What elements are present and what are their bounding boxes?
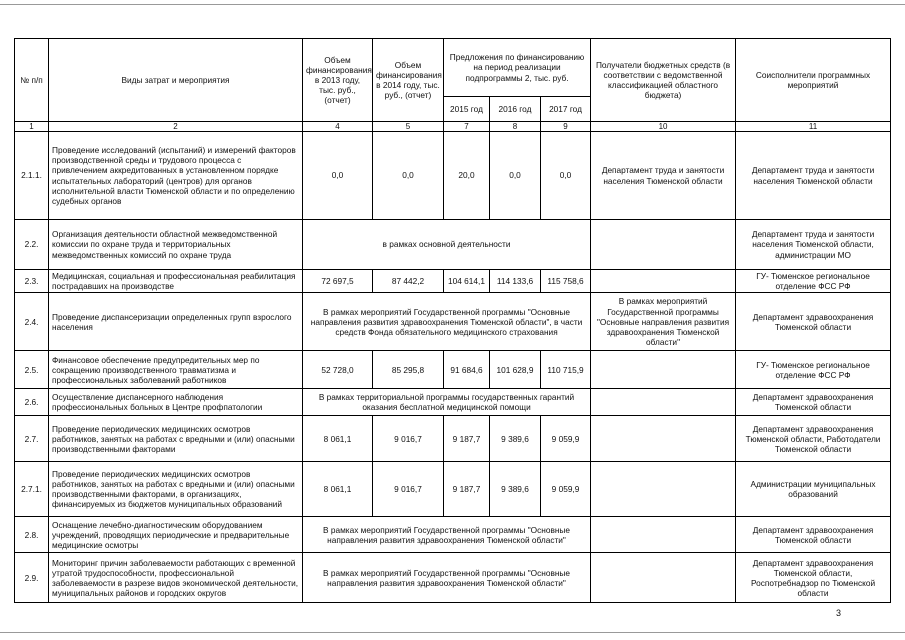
- header-proposals: Предложения по финансированию на период реализации подпрограммы 2, тыс. руб.: [444, 39, 591, 97]
- header-recipients: Получатели бюджетных средств (в соответствии с ведомственной классификацией областного бюджета): [591, 39, 736, 122]
- row-activity-name: Проведение диспансеризации определенных групп взрослого населения: [49, 293, 303, 351]
- table-row: [15, 132, 891, 220]
- table-row: [15, 462, 891, 517]
- row-recipient: [591, 270, 736, 293]
- row-coexecutor: ГУ- Тюменское региональное отделение ФСС РФ: [736, 351, 891, 389]
- row-value-2017: 0,0: [541, 132, 591, 220]
- col-number: 8: [490, 122, 541, 132]
- row-coexecutor: Администрации муниципальных образований: [736, 462, 891, 517]
- row-recipient: В рамках мероприятий Государственной программы "Основные направления развития здравоохранения Тюменской области": [591, 293, 736, 351]
- table-row: [15, 293, 891, 351]
- col-number: 2: [49, 122, 303, 132]
- table-row: [15, 553, 891, 603]
- header-vol2014: Объем финансирования в 2014 году, тыс. руб., (отчет): [373, 39, 444, 122]
- row-number: 2.3.: [15, 270, 49, 293]
- row-value-2015: 9 187,7: [444, 416, 490, 462]
- row-number: 2.7.1.: [15, 462, 49, 517]
- row-value-2016: 9 389,6: [490, 462, 541, 517]
- row-recipient: [591, 416, 736, 462]
- row-activity-name: Оснащение лечебно-диагностическим оборудованием учреждений, проводящих периодические и предварительные медицинские осмотры: [49, 517, 303, 553]
- row-value-2013: 0,0: [303, 132, 373, 220]
- page-number: 3: [836, 608, 842, 618]
- row-activity-name: Осуществление диспансерного наблюдения профессиональных больных в Центре профпатологии: [49, 389, 303, 416]
- row-value-2013: 52 728,0: [303, 351, 373, 389]
- row-value-2014: 9 016,7: [373, 462, 444, 517]
- row-number: 2.7.: [15, 416, 49, 462]
- financing-table: [14, 38, 891, 603]
- row-recipient: [591, 462, 736, 517]
- row-recipient: [591, 553, 736, 603]
- col-number: 11: [736, 122, 891, 132]
- row-number: 2.6.: [15, 389, 49, 416]
- row-financing-note: В рамках территориальной программы государственных гарантий оказания бесплатной медицинской помощи: [303, 389, 591, 416]
- row-activity-name: Проведение периодических медицинских осмотров работников, занятых на работах с вредными и (или) опасными производственными факторами: [49, 416, 303, 462]
- header-kind: Виды затрат и мероприятия: [49, 39, 303, 122]
- table-row: [15, 389, 891, 416]
- row-number: 2.1.1.: [15, 132, 49, 220]
- row-recipient: Департамент труда и занятости населения Тюменской области: [591, 132, 736, 220]
- row-value-2014: 85 295,8: [373, 351, 444, 389]
- row-coexecutor: Департамент труда и занятости населения Тюменской области: [736, 132, 891, 220]
- col-number: 4: [303, 122, 373, 132]
- row-value-2017: 9 059,9: [541, 416, 591, 462]
- table-row: [15, 351, 891, 389]
- row-recipient: [591, 389, 736, 416]
- row-recipient: [591, 220, 736, 270]
- row-number: 2.2.: [15, 220, 49, 270]
- col-number: 5: [373, 122, 444, 132]
- header-row: [15, 39, 891, 97]
- table-row: [15, 517, 891, 553]
- header-2015: 2015 год: [444, 97, 490, 122]
- row-recipient: [591, 517, 736, 553]
- row-value-2015: 20,0: [444, 132, 490, 220]
- col-number: 7: [444, 122, 490, 132]
- header-2017: 2017 год: [541, 97, 591, 122]
- row-value-2016: 9 389,6: [490, 416, 541, 462]
- row-coexecutor: Департамент труда и занятости населения Тюменской области, администрации МО: [736, 220, 891, 270]
- column-numbers-row: [15, 122, 891, 132]
- row-number: 2.9.: [15, 553, 49, 603]
- row-number: 2.8.: [15, 517, 49, 553]
- row-value-2017: 115 758,6: [541, 270, 591, 293]
- row-financing-note: В рамках мероприятий Государственной программы "Основные направления развития здравоохранения Тюменской области": [303, 517, 591, 553]
- row-value-2015: 104 614,1: [444, 270, 490, 293]
- row-value-2016: 114 133,6: [490, 270, 541, 293]
- col-number: 9: [541, 122, 591, 132]
- row-financing-note: в рамках основной деятельности: [303, 220, 591, 270]
- table-row: [15, 270, 891, 293]
- row-number: 2.5.: [15, 351, 49, 389]
- row-coexecutor: ГУ- Тюменское региональное отделение ФСС РФ: [736, 270, 891, 293]
- col-number: 1: [15, 122, 49, 132]
- row-coexecutor: Департамент здравоохранения Тюменской области, Роспотребнадзор по Тюменской области: [736, 553, 891, 603]
- row-value-2014: 87 442,2: [373, 270, 444, 293]
- row-value-2017: 110 715,9: [541, 351, 591, 389]
- row-number: 2.4.: [15, 293, 49, 351]
- page-bottom-edge: [0, 632, 905, 633]
- row-financing-note: В рамках мероприятий Государственной программы "Основные направления развития здравоохранения Тюменской области": [303, 553, 591, 603]
- row-value-2017: 9 059,9: [541, 462, 591, 517]
- row-coexecutor: Департамент здравоохранения Тюменской области: [736, 389, 891, 416]
- row-coexecutor: Департамент здравоохранения Тюменской области, Работодатели Тюменской области: [736, 416, 891, 462]
- row-value-2014: 9 016,7: [373, 416, 444, 462]
- header-2016: 2016 год: [490, 97, 541, 122]
- row-value-2015: 9 187,7: [444, 462, 490, 517]
- row-activity-name: Мониторинг причин заболеваемости работающих с временной утратой трудоспособности, профессиональной заболеваемости в разрезе видов экономической деятельности, муниципальных районов и городских округов: [49, 553, 303, 603]
- row-coexecutor: Департамент здравоохранения Тюменской области: [736, 293, 891, 351]
- row-value-2013: 8 061,1: [303, 462, 373, 517]
- row-activity-name: Медицинская, социальная и профессиональная реабилитация пострадавших на производстве: [49, 270, 303, 293]
- row-recipient: [591, 351, 736, 389]
- table-body: [15, 39, 891, 603]
- row-value-2016: 0,0: [490, 132, 541, 220]
- row-activity-name: Организация деятельности областной межведомственной комиссии по охране труда и территориальных межведомственных комиссий по охране труда: [49, 220, 303, 270]
- header-vol2013: Объем финансирования в 2013 году, тыс. руб., (отчет): [303, 39, 373, 122]
- table-row: [15, 416, 891, 462]
- table-row: [15, 220, 891, 270]
- row-value-2015: 91 684,6: [444, 351, 490, 389]
- row-coexecutor: Департамент здравоохранения Тюменской области: [736, 517, 891, 553]
- header-coexecutors: Соисполнители программных мероприятий: [736, 39, 891, 122]
- header-num: № п/п: [15, 39, 49, 122]
- page-top-edge: [0, 4, 905, 5]
- row-activity-name: Проведение исследований (испытаний) и измерений факторов производственной среды и трудового процесса с привлечением аккредитованных в установленном порядке испытательных лабораторий (центров) для органов исполнительной власти Тюменской области и по определению судебных органов: [49, 132, 303, 220]
- row-activity-name: Проведение периодических медицинских осмотров работников, занятых на работах с вредными и (или) опасными производственными факторами, в организациях, финансируемых из бюджетов муниципальных образований: [49, 462, 303, 517]
- col-number: 10: [591, 122, 736, 132]
- row-activity-name: Финансовое обеспечение предупредительных мер по сокращению производственного травматизма и профессиональных заболеваний работников: [49, 351, 303, 389]
- row-value-2014: 0,0: [373, 132, 444, 220]
- row-financing-note: В рамках мероприятий Государственной программы "Основные направления развития здравоохранения Тюменской области", в части средств Фонда обязательного медицинского страхования: [303, 293, 591, 351]
- row-value-2013: 72 697,5: [303, 270, 373, 293]
- row-value-2013: 8 061,1: [303, 416, 373, 462]
- row-value-2016: 101 628,9: [490, 351, 541, 389]
